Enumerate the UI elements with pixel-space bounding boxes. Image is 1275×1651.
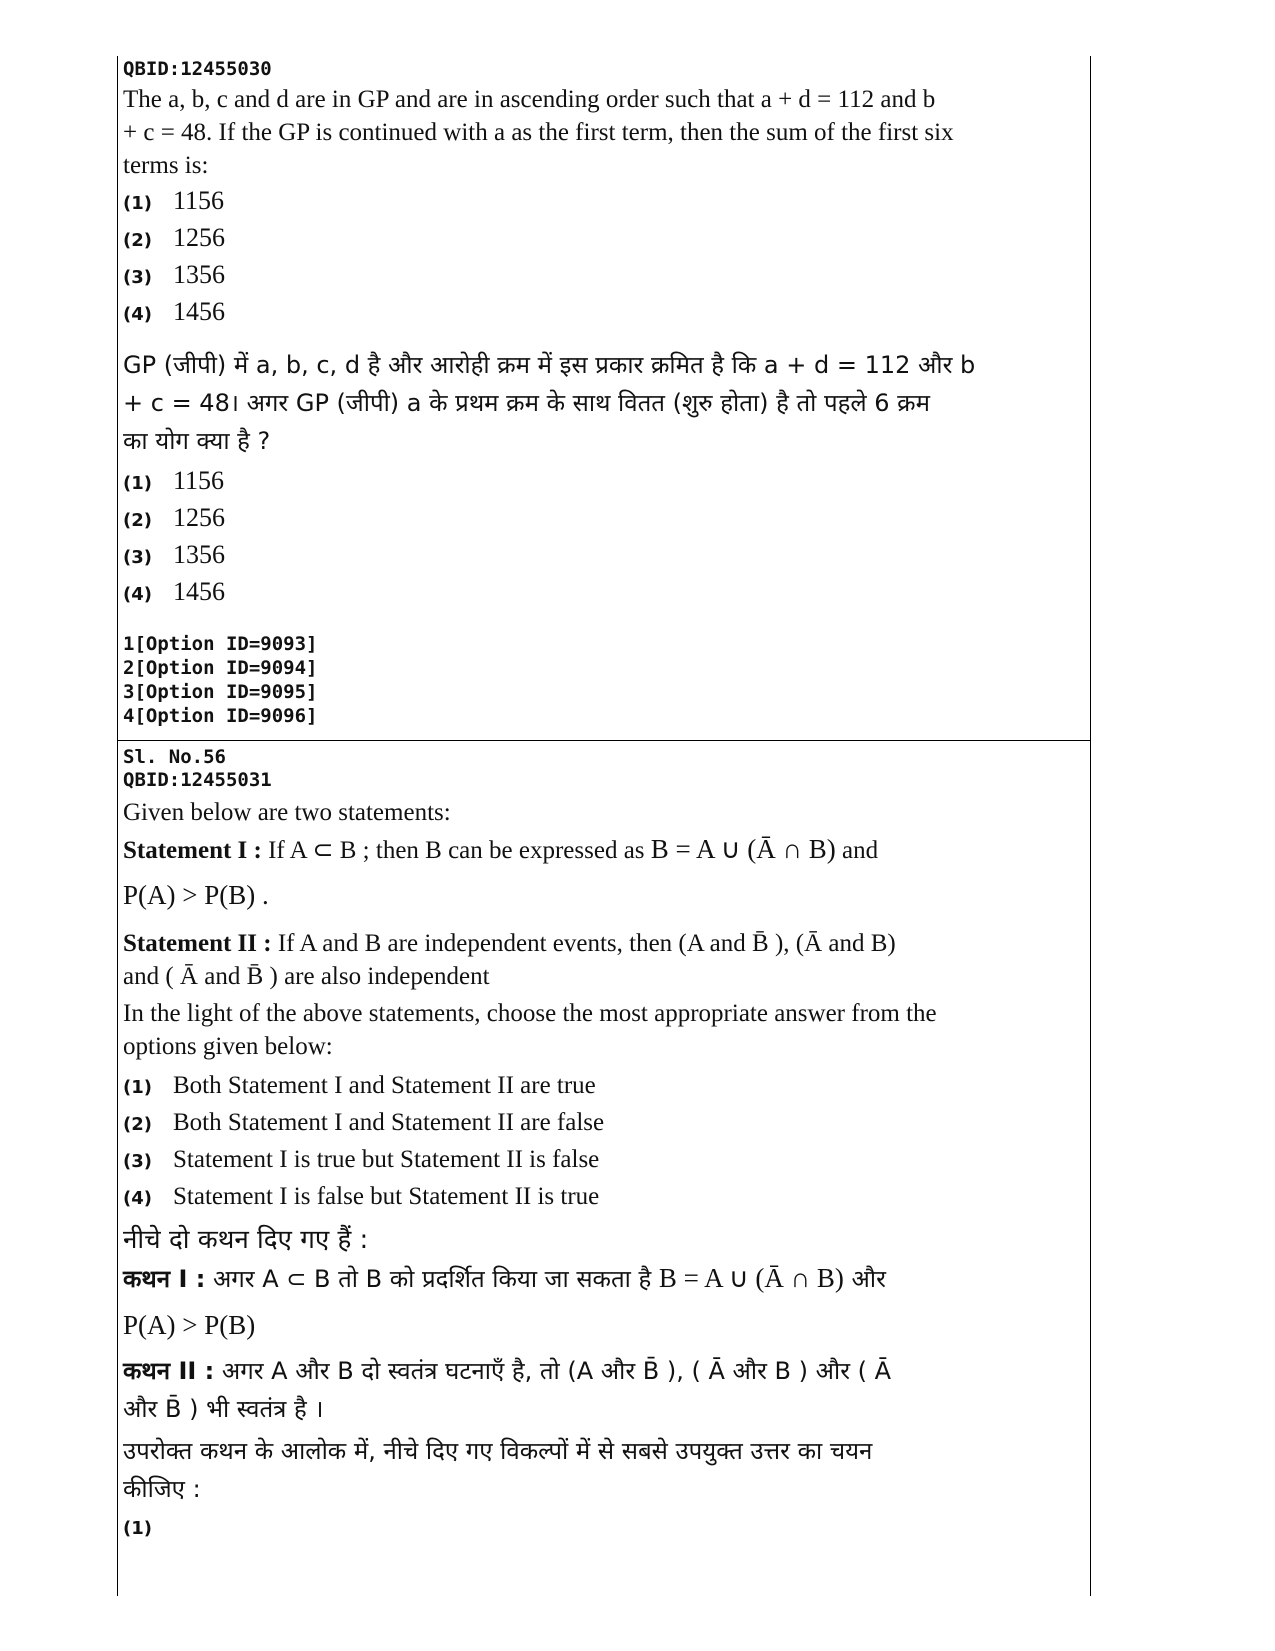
qbid-label: QBID:12455031	[123, 769, 272, 791]
intro-text: Given below are two statements:	[123, 799, 451, 826]
instruction-text: In the light of the above statements, choose the most appropriate answer from the options given below:	[123, 1000, 937, 1060]
options-en	[123, 186, 1078, 334]
option-3: (3) 1356	[123, 260, 225, 289]
option-2: (2) 1256	[123, 223, 225, 252]
statement-1-hi: कथन I : अगर A ⊂ B तो B को प्रदर्शित किया जा सकता है B = A ∪ (Ā ∩ B) और	[123, 1263, 886, 1293]
question-text-hi: GP (जीपी) में a, b, c, d है और आरोही क्रम में इस प्रकार क्रमित है कि a + d = 112 और b + c = 48। अगर GP (जीपी) a के प्रथम क्रम के साथ वितत (शुरु होता) है तो पहले 6 क्रम का योग क्या है ?	[123, 351, 976, 455]
option-id-list: 1[Option ID=9093] 2[Option ID=9094] 3[Option ID=9095] 4[Option ID=9096]	[123, 633, 318, 727]
options-hi	[123, 466, 1078, 614]
option-2: (2) Both Statement I and Statement II are false	[123, 1109, 605, 1136]
question-56-block	[123, 746, 1078, 1555]
question-text-en: The a, b, c and d are in GP and are in ascending order such that a + d = 112 and b + c = 48. If the GP is continued with a as the first term, then the sum of the first six terms is:	[123, 86, 954, 179]
statement-1-formula-hi: P(A) > P(B)	[123, 1310, 256, 1340]
question-divider	[117, 740, 1090, 741]
statement-2: Statement II : If A and B are independent events, then (A and B̄ ), (Ā and B) and ( Ā and B̄ ) are also independent	[123, 930, 896, 990]
options-en	[123, 1069, 1078, 1217]
option-4: (4) 1456	[123, 297, 225, 326]
option-1-hi: (1)	[123, 1518, 152, 1539]
option-1: (1) 1156	[123, 466, 225, 495]
qbid-label: QBID:12455030	[123, 58, 272, 80]
option-3: (3) Statement I is true but Statement II is false	[123, 1146, 600, 1173]
statement-1: Statement I : If A ⊂ B ; then B can be expressed as B = A ∪ (Ā ∩ B) and	[123, 834, 879, 864]
option-2: (2) 1256	[123, 503, 225, 532]
option-3: (3) 1356	[123, 540, 225, 569]
option-1: (1) Both Statement I and Statement II are true	[123, 1072, 596, 1099]
intro-text-hi: नीचे दो कथन दिए गए हैं :	[123, 1225, 369, 1255]
instruction-text-hi: उपरोक्त कथन के आलोक में, नीचे दिए गए विकल्पों में से सबसे उपयुक्त उत्तर का चयन कीजिए :	[123, 1437, 873, 1503]
question-55-block	[123, 58, 1078, 728]
option-4: (4) 1456	[123, 577, 225, 606]
statement-2-hi: कथन II : अगर A और B दो स्वतंत्र घटनाएँ है, तो (A और B̄ ), ( Ā और B ) और ( Ā और B̄ ) भी स्वतंत्र है ।	[123, 1357, 892, 1423]
statement-1-formula: P(A) > P(B) .	[123, 880, 269, 910]
option-4: (4) Statement I is false but Statement II is true	[123, 1183, 600, 1210]
option-1: (1) 1156	[123, 186, 225, 215]
serial-number: Sl. No.56	[123, 746, 226, 768]
